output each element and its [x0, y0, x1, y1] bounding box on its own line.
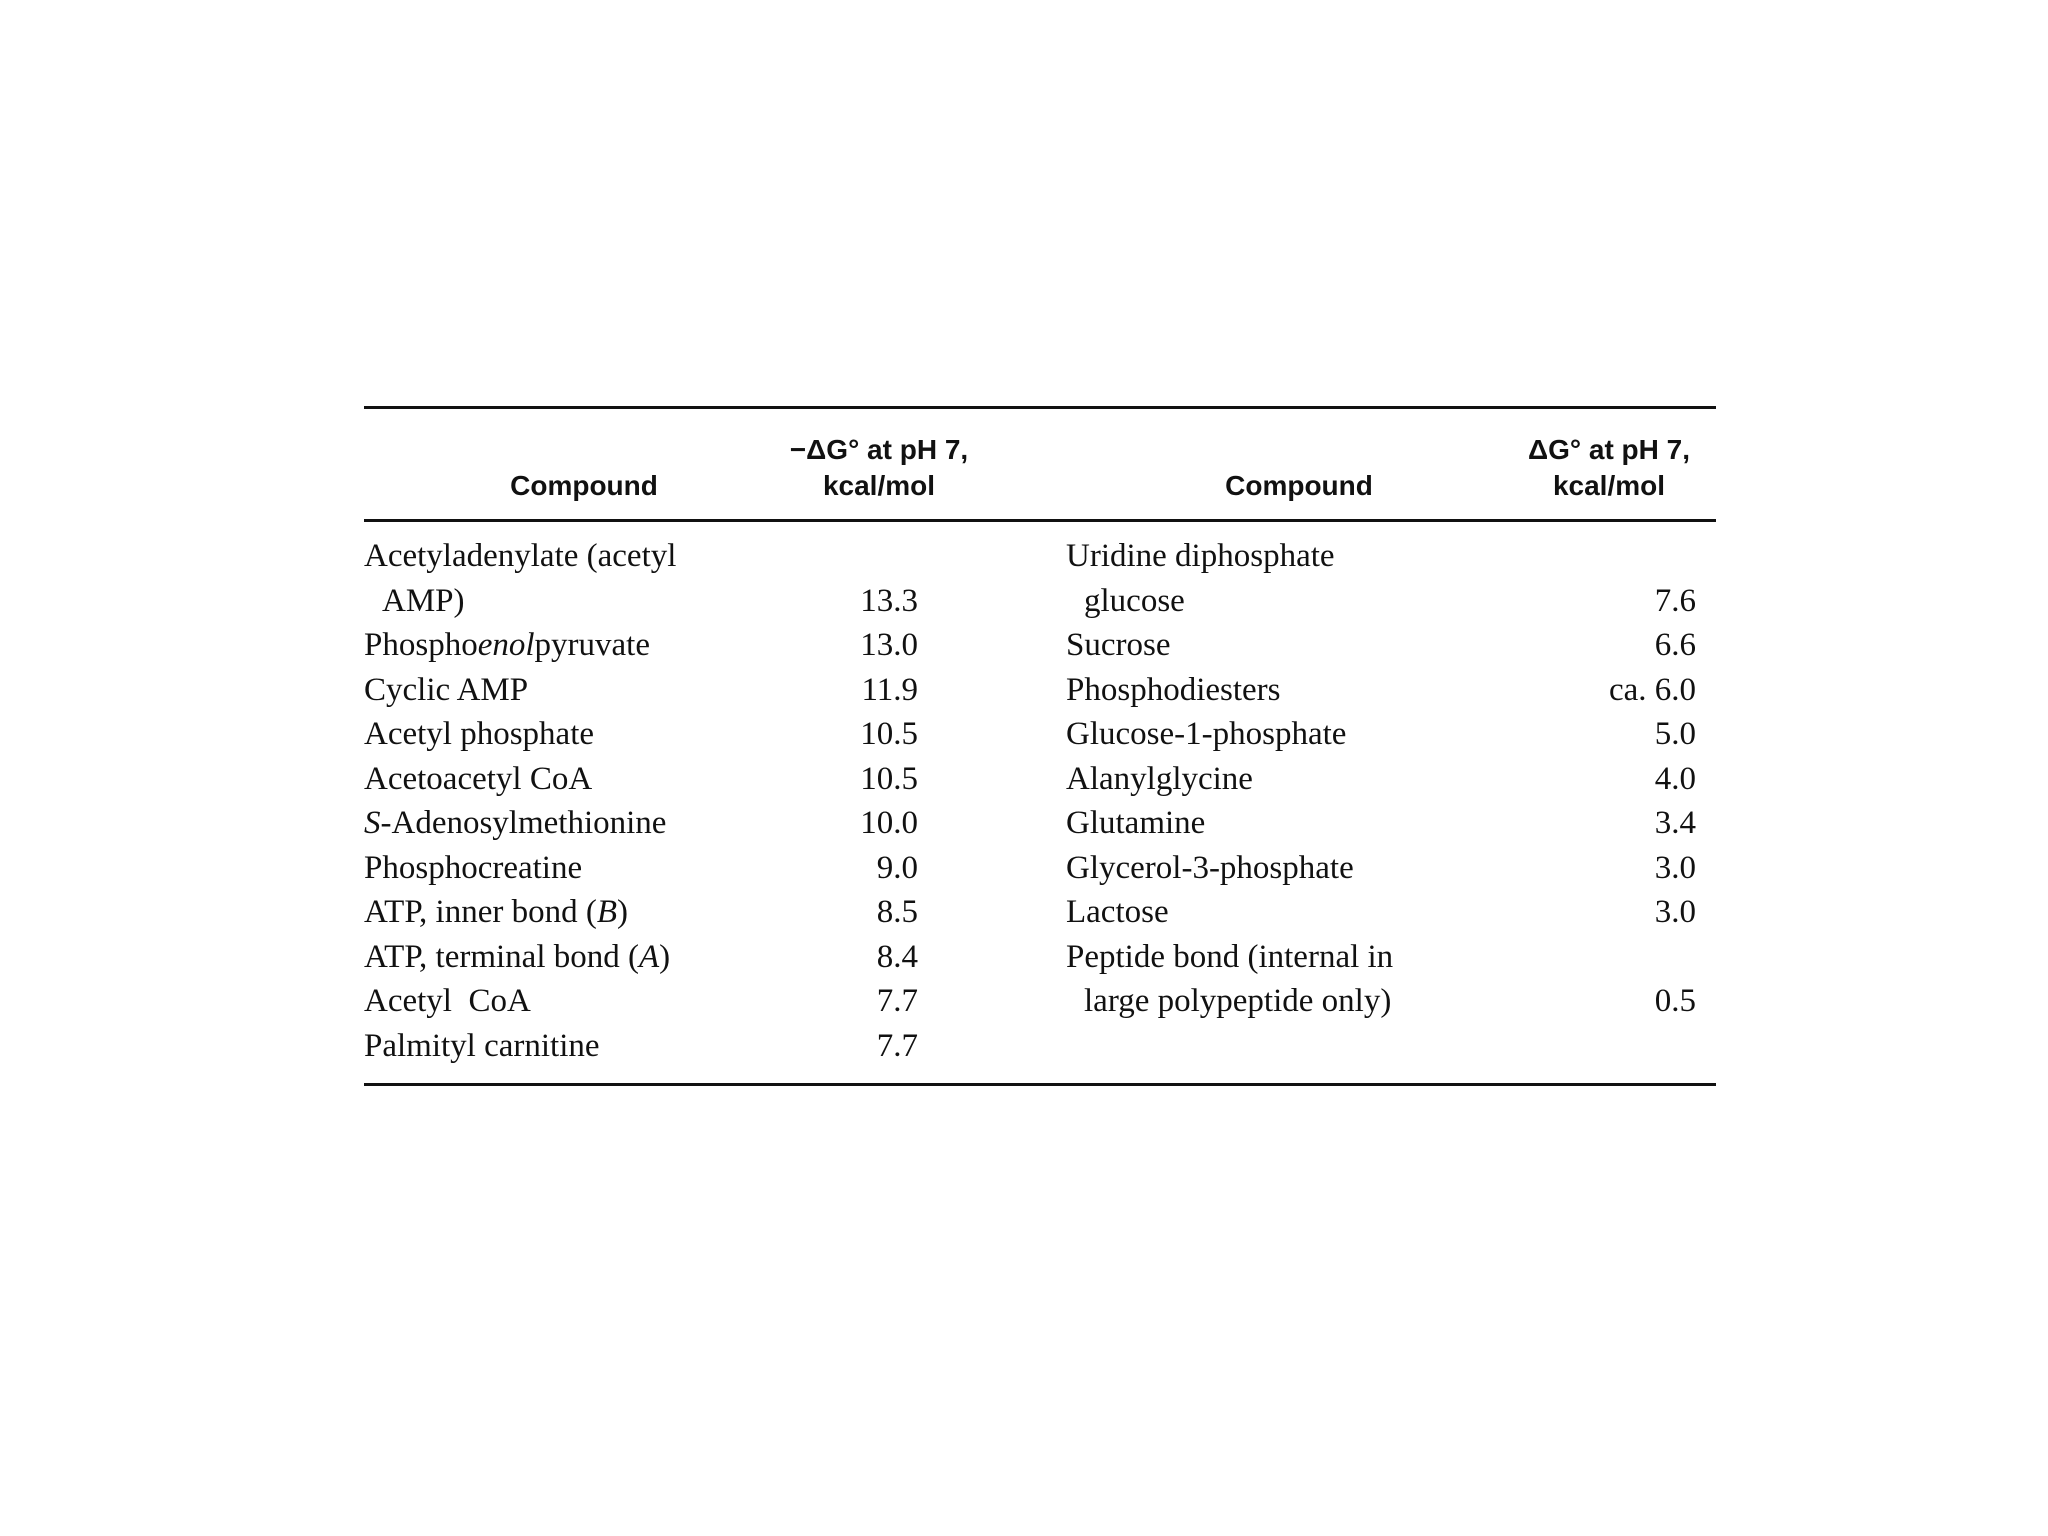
header-right-compound: Compound: [1225, 470, 1373, 501]
header-right-value: [1514, 432, 1704, 504]
table-row: [364, 801, 924, 846]
energy-value: 8.4: [876, 938, 918, 975]
table-top-rule: [364, 406, 1716, 409]
compound-name: ATP, inner bond (B): [364, 894, 628, 930]
energy-value: 10.5: [860, 760, 918, 797]
compound-name: Peptide bond (internal in: [1066, 938, 1394, 975]
compound-name: Acetoacetyl CoA: [364, 760, 593, 797]
compound-name: Lactose: [1066, 894, 1169, 930]
table-header-rule: [364, 519, 1716, 522]
energy-value: 11.9: [861, 671, 918, 708]
table-row: [364, 623, 924, 668]
table-row: [364, 979, 924, 1024]
compound-name: Cyclic AMP: [364, 671, 529, 708]
header-left-value: [764, 432, 994, 504]
compound-name: Glucose-1-phosphate: [1066, 716, 1347, 752]
compound-name: Glycerol-3-phosphate: [1066, 849, 1354, 886]
header-left-value-line2: kcal/mol: [822, 470, 936, 501]
table-row: [1066, 668, 1716, 713]
table-row: [364, 712, 924, 757]
table-row: [1066, 890, 1716, 935]
energy-value: 13.3: [860, 582, 918, 619]
table-row: [1066, 712, 1716, 757]
header-left-compound: Compound: [510, 470, 658, 501]
table-row: [364, 668, 924, 713]
energy-value: ca. 6.0: [1608, 671, 1696, 708]
energy-value: 13.0: [860, 627, 918, 663]
energy-value: 7.6: [1654, 582, 1696, 619]
left-column: [364, 534, 924, 1068]
energy-value: 3.4: [1654, 805, 1696, 841]
right-column: [1066, 534, 1716, 1024]
energy-value: 5.0: [1654, 716, 1696, 752]
compound-name: Phosphodiesters: [1066, 671, 1281, 708]
energy-value: 6.6: [1654, 627, 1696, 663]
table-row: [364, 890, 924, 935]
compound-name: Phosphoenolpyruvate: [364, 627, 650, 663]
table-row: [364, 935, 924, 980]
energy-value: 10.0: [860, 805, 918, 841]
compound-name: glucose: [1084, 582, 1185, 619]
compound-name: Palmityl carnitine: [364, 1027, 600, 1064]
table-row: [1066, 846, 1716, 891]
header-right-value-line1: ΔG° at pH 7,: [1527, 434, 1690, 465]
energy-value: 3.0: [1654, 894, 1696, 930]
compound-name: Alanylglycine: [1066, 760, 1253, 797]
table-row: [1066, 801, 1716, 846]
table-row: [1066, 534, 1716, 579]
table-row: [1066, 979, 1716, 1024]
energy-value: 8.5: [876, 894, 918, 930]
compound-name: Phosphocreatine: [364, 849, 583, 886]
compound-name: Uridine diphosphate: [1066, 538, 1335, 574]
table-row: [364, 579, 924, 624]
table-row: [364, 846, 924, 891]
compound-name: large polypeptide only): [1084, 983, 1392, 1019]
table-row: [1066, 757, 1716, 802]
table-bottom-rule: [364, 1083, 1716, 1086]
compound-name: Acetyl CoA: [364, 983, 531, 1019]
compound-name: AMP): [382, 582, 465, 619]
header-right-value-line2: kcal/mol: [1552, 470, 1666, 501]
energy-value: 10.5: [860, 716, 918, 752]
compound-name: Glutamine: [1066, 805, 1206, 841]
table-row: [1066, 935, 1716, 980]
energy-value: 4.0: [1654, 760, 1696, 797]
energy-value: 0.5: [1654, 983, 1696, 1019]
table-row: [1066, 623, 1716, 668]
table-row: [1066, 579, 1716, 624]
energy-value: 7.7: [876, 983, 918, 1019]
table-row: [364, 757, 924, 802]
energy-value: 7.7: [876, 1027, 918, 1064]
compound-name: Acetyladenylate (acetyl: [364, 538, 677, 574]
energy-value: 3.0: [1654, 849, 1696, 886]
table-row: [364, 1024, 924, 1069]
header-left-value-line1: −ΔG° at pH 7,: [789, 434, 969, 465]
compound-name: Acetyl phosphate: [364, 716, 595, 752]
compound-name: ATP, terminal bond (A): [364, 938, 671, 975]
table-row: [364, 534, 924, 579]
energy-value: 9.0: [876, 849, 918, 886]
compound-name: S-Adenosylmethionine: [364, 805, 667, 841]
compound-name: Sucrose: [1066, 627, 1171, 663]
